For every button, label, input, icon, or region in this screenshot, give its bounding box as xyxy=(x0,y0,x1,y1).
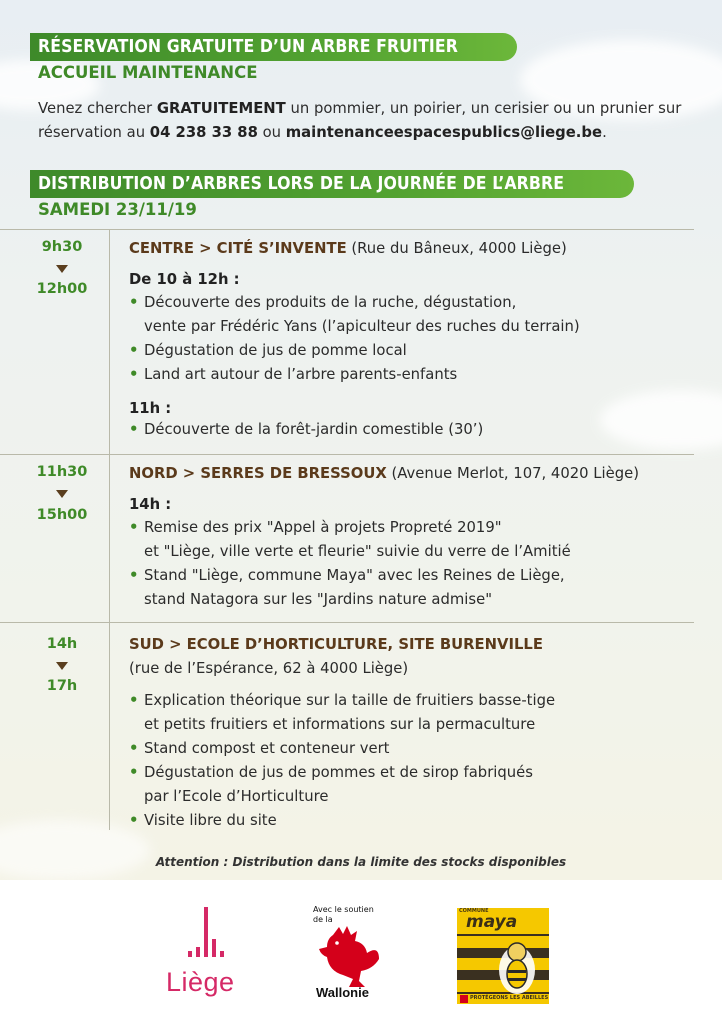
liege-logo-icon xyxy=(172,907,242,971)
session-time-label: 11h : xyxy=(129,400,172,417)
reservation-banner: RÉSERVATION GRATUITE D’UN ARBRE FRUITIER xyxy=(30,33,517,61)
maya-top-text: COMMUNE xyxy=(459,908,489,914)
list-item-continued: et "Liège, ville verte et fleurie" suivie du verre de l’Amitié xyxy=(144,543,571,560)
list-item: • Découverte de la forêt-jardin comestible (30’) xyxy=(129,418,483,442)
list-item-continued: par l’Ecole d’Horticulture xyxy=(144,788,329,805)
maya-logo-text: maya xyxy=(466,912,518,932)
column-line xyxy=(109,622,110,830)
gratuitement-text: GRATUITEMENT xyxy=(156,100,286,117)
divider xyxy=(0,454,694,455)
session-location: SUD > ECOLE D’HORTICULTURE, SITE BURENVILLE xyxy=(129,636,543,653)
session-address: (rue de l’Espérance, 62 à 4000 Liège) xyxy=(129,660,409,677)
activity-list xyxy=(129,516,571,612)
list-item: • Dégustation de jus de pomme local xyxy=(129,339,580,363)
wallonie-support-text: Avec le soutien de la xyxy=(313,905,374,924)
list-item-continued: stand Natagora sur les "Jardins nature admise" xyxy=(144,591,493,608)
session-end-time: 12h00 xyxy=(36,281,88,297)
phone-number[interactable]: 04 238 33 88 xyxy=(149,124,258,141)
arrow-down-icon xyxy=(56,265,68,273)
session-location: CENTRE > CITÉ S’INVENTE (Rue du Bâneux, 4000 Liège) xyxy=(129,240,567,257)
distribution-banner: DISTRIBUTION D’ARBRES LORS DE LA JOURNÉE DE L’ARBRE xyxy=(30,170,634,198)
session-time-label: 14h : xyxy=(129,496,172,513)
arrow-down-icon xyxy=(56,490,68,498)
divider xyxy=(0,622,694,623)
liege-logo-text: Liège xyxy=(166,967,235,997)
stock-notice: Attention : Distribution dans la limite des stocks disponibles xyxy=(155,855,567,869)
list-item: • Explication théorique sur la taille de fruitiers basse-tige xyxy=(129,689,555,713)
email-link[interactable]: maintenanceespacespublics@liege.be xyxy=(285,124,603,141)
list-item-continued: vente par Frédéric Yans (l’apiculteur des ruches du terrain) xyxy=(144,318,580,335)
column-line xyxy=(109,229,110,454)
wallonie-rooster-icon xyxy=(313,925,383,989)
list-item: • Land art autour de l’arbre parents-enfants xyxy=(129,363,580,387)
list-item: • Dégustation de jus de pommes et de sirop fabriqués xyxy=(129,761,555,785)
list-item: • Remise des prix "Appel à projets Propreté 2019" xyxy=(129,516,571,540)
session-time-label: De 10 à 12h : xyxy=(129,271,240,288)
list-item: • Stand compost et conteneur vert xyxy=(129,737,555,761)
maya-tagline: PROTÉGEONS LES ABEILLES xyxy=(470,995,549,1001)
divider xyxy=(0,229,694,230)
session-end-time: 15h00 xyxy=(36,507,88,523)
activity-list xyxy=(129,291,580,387)
session-start-time: 9h30 xyxy=(41,239,83,255)
session-start-time: 11h30 xyxy=(36,464,88,480)
activity-list xyxy=(129,689,555,833)
list-item-continued: et petits fruitiers et informations sur la permaculture xyxy=(144,716,536,733)
event-date: SAMEDI 23/11/19 xyxy=(38,200,197,219)
arrow-down-icon xyxy=(56,662,68,670)
list-item: • Découverte des produits de la ruche, dégustation, xyxy=(129,291,580,315)
list-item: • Stand "Liège, commune Maya" avec les Reines de Liège, xyxy=(129,564,571,588)
session-end-time: 17h xyxy=(46,678,78,694)
session-start-time: 14h xyxy=(46,636,78,652)
activity-list xyxy=(129,418,483,442)
accueil-heading: ACCUEIL MAINTENANCE xyxy=(38,63,258,82)
intro-paragraph: Venez chercher GRATUITEMENT un pommier, un poirier, un cerisier ou un prunier sur réservation au 04 238 33 88 ou maintenanceespacespublics@liege.be. xyxy=(38,100,682,141)
session-location: NORD > SERRES DE BRESSOUX (Avenue Merlot, 107, 4020 Liège) xyxy=(129,465,640,482)
list-item: • Visite libre du site xyxy=(129,809,555,833)
wallonie-logo-text: Wallonie xyxy=(316,985,369,1000)
column-line xyxy=(109,454,110,622)
